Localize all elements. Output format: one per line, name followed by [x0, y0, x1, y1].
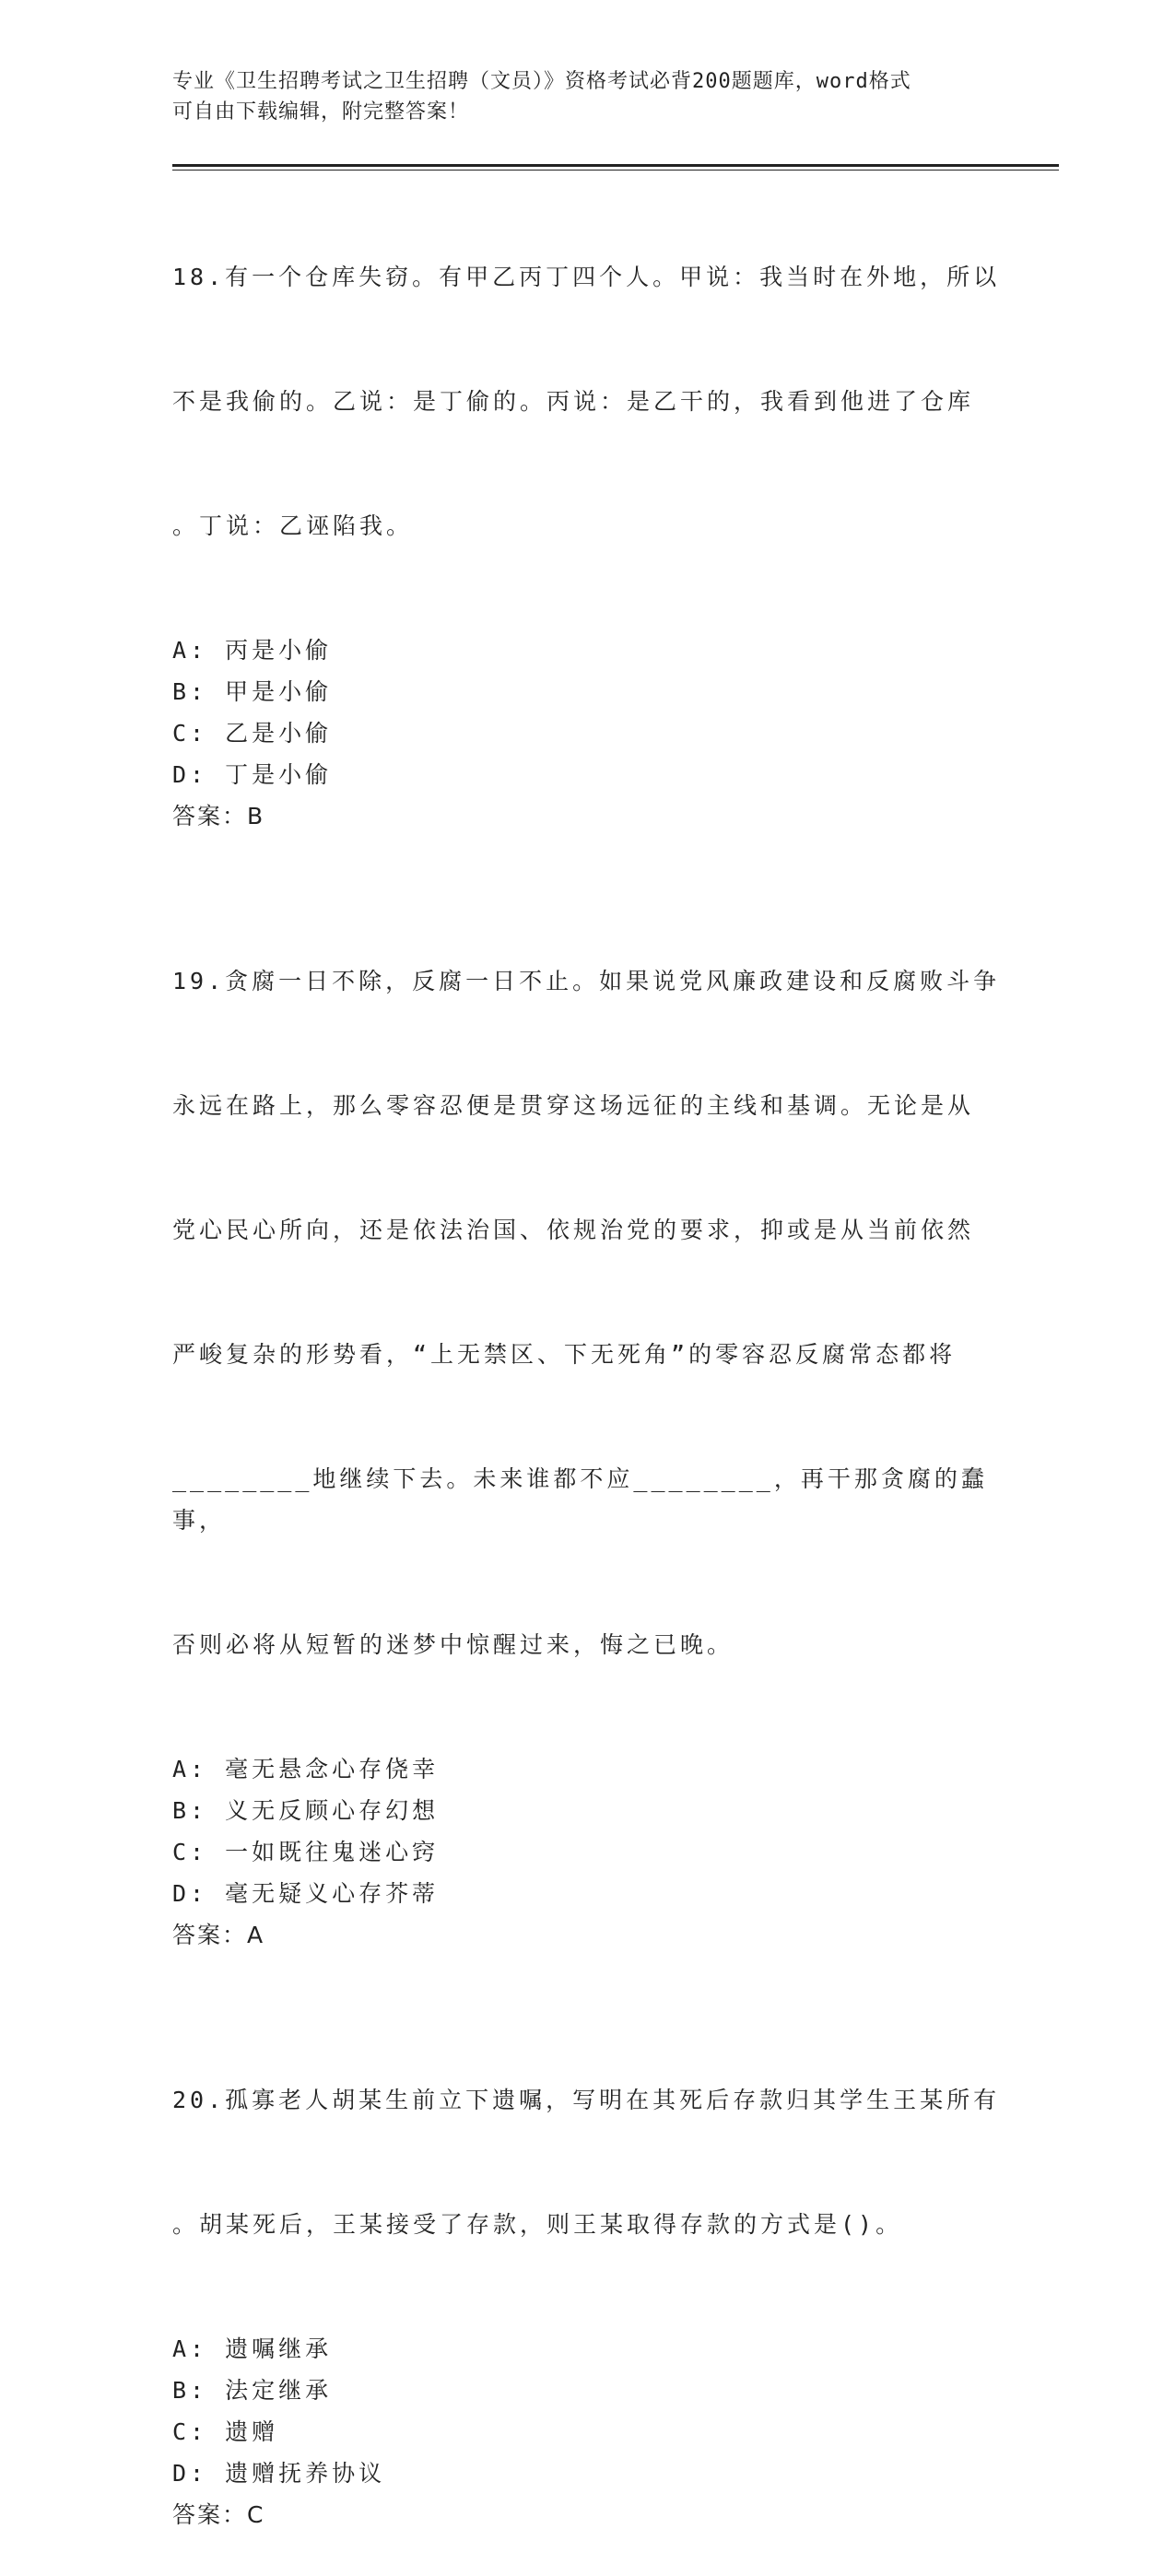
header-divider-thin	[172, 170, 1059, 171]
stem-line: 严峻复杂的形势看，“上无禁区、下无死角”的零容忍反腐常态都将	[172, 1341, 957, 1368]
question-stem	[172, 1996, 1002, 2328]
stem-line: 。丁说：乙诬陷我。	[172, 512, 414, 539]
stem-line: 19.贪腐一日不除，反腐一日不止。如果说党风廉政建设和反腐败斗争	[172, 968, 1001, 994]
question-stem	[172, 877, 1002, 1748]
option-d: D: 毫无疑义心存芥蒂	[172, 1880, 440, 1907]
option-c: C: 遗赠	[172, 2418, 279, 2445]
question-18	[172, 173, 1002, 837]
stem-line: 永远在路上，那么零容忍便是贯穿这场远征的主线和基调。无论是从	[172, 1092, 975, 1119]
option-a: A: 毫无悬念心存侥幸	[172, 1756, 440, 1782]
question-20	[172, 1996, 1002, 2535]
option-a: A: 遗嘱继承	[172, 2335, 333, 2362]
stem-line: 20.孤寡老人胡某生前立下遗嘱，写明在其死后存款归其学生王某所有	[172, 2087, 1001, 2113]
option-d: D: 遗赠抚养协议	[172, 2460, 386, 2487]
question-list	[172, 173, 1002, 2576]
header-title-line-1: 专业《卫生招聘考试之卫生招聘（文员）》资格考试必背200题题库，word格式	[172, 70, 911, 93]
answer-label: 答案：C	[172, 2501, 265, 2528]
stem-line: 否则必将从短暂的迷梦中惊醒过来，悔之已晚。	[172, 1631, 734, 1658]
header-title-line-2: 可自由下载编辑，附完整答案！	[172, 100, 470, 124]
option-a: A: 丙是小偷	[172, 637, 333, 664]
option-c: C: 乙是小偷	[172, 720, 333, 747]
answer-label: 答案：B	[172, 803, 265, 829]
stem-line: ________地继续下去。未来谁都不应________，再干那贪腐的蠢事，	[172, 1465, 988, 1534]
option-c: C: 一如既往鬼迷心窍	[172, 1839, 440, 1865]
stem-line: 18.有一个仓库失窃。有甲乙丙丁四个人。甲说：我当时在外地，所以	[172, 264, 1001, 290]
stem-line: 不是我偷的。乙说：是丁偷的。丙说：是乙干的，我看到他进了仓库	[172, 388, 975, 415]
option-b: B: 法定继承	[172, 2377, 333, 2404]
answer-label: 答案：A	[172, 1922, 265, 1948]
question-stem	[172, 173, 1002, 629]
stem-line: 党心民心所向，还是依法治国、依规治党的要求，抑或是从当前依然	[172, 1217, 975, 1243]
header-divider-thick	[172, 164, 1059, 167]
option-d: D: 丁是小偷	[172, 761, 333, 788]
document-header	[172, 66, 983, 127]
option-b: B: 甲是小偷	[172, 678, 333, 705]
question-19	[172, 877, 1002, 1956]
stem-line: 。胡某死后，王某接受了存款，则王某取得存款的方式是()。	[172, 2211, 903, 2238]
option-b: B: 义无反顾心存幻想	[172, 1797, 440, 1824]
